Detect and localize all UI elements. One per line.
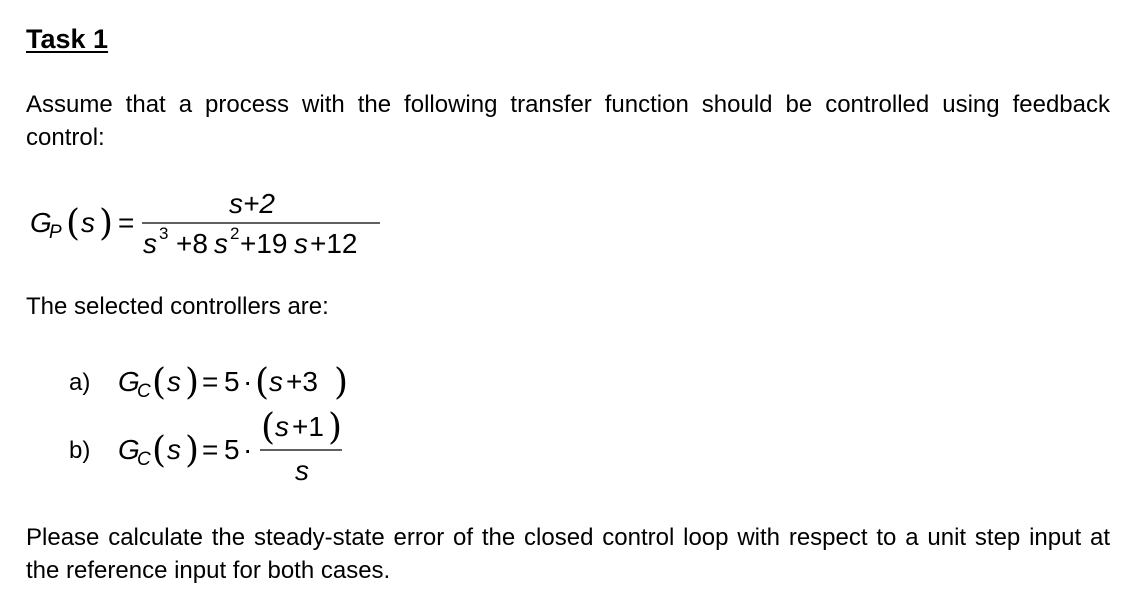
controller-b-gain: 5 [224,434,240,465]
svg-text:+12: +12 [310,228,358,259]
plant-argument: s [81,207,95,238]
svg-text:s: s [214,228,228,259]
controller-b [66,408,366,488]
svg-text:): ) [185,430,200,471]
plant-transfer-function [26,180,406,270]
controller-a-factor-rest: +3 [286,366,318,397]
controller-b-label: b) [69,437,91,464]
controller-b-denominator: s [295,455,309,486]
plant-symbol: G [30,207,52,238]
controller-a-label: a) [69,369,91,396]
controller-a-factor-var: s [269,366,283,397]
plant-numerator: s+2 [229,188,275,219]
svg-text:+19: +19 [240,228,288,259]
controller-b-subscript: C [137,449,151,470]
svg-text:2: 2 [230,224,240,243]
controller-b-dot: · [243,434,253,465]
task-title: Task 1 [26,24,109,54]
svg-text:(: ( [66,203,81,244]
svg-text:): ) [99,203,114,244]
svg-text:): ) [328,407,343,448]
svg-text:(: ( [152,430,167,471]
svg-text:(: ( [152,362,167,403]
controller-a-gain: 5 [224,366,240,397]
controller-a-argument: s [167,366,181,397]
controller-b-num-var: s [275,411,289,442]
controller-a-symbol: G [118,366,140,397]
controller-a-subscript: C [137,381,151,402]
svg-text:+8: +8 [176,228,208,259]
intro-paragraph: Assume that a process with the following transfer function should be controlled using feedback control: [26,91,1110,151]
svg-text:s: s [143,228,157,259]
svg-text:(: ( [261,407,276,448]
plant-denominator [143,224,358,259]
question-paragraph: Please calculate the steady-state error of the closed control loop with respect to a unit step input at the reference input for both cases. [26,524,1110,584]
controller-a-dot: · [243,366,253,397]
plant-subscript: P [49,222,62,243]
svg-text:(: ( [255,362,270,403]
svg-text:s: s [294,228,308,259]
svg-text:): ) [185,362,200,403]
controller-b-symbol: G [118,434,140,465]
controller-b-argument: s [167,434,181,465]
svg-text:3: 3 [159,224,169,243]
controllers-intro: The selected controllers are: [26,293,329,320]
controller-b-equals: = [202,434,219,465]
controller-b-num-rest: +1 [292,411,324,442]
plant-equals: = [118,207,135,238]
controller-a-equals: = [202,366,219,397]
svg-text:): ) [334,362,349,403]
controller-a [66,356,366,406]
